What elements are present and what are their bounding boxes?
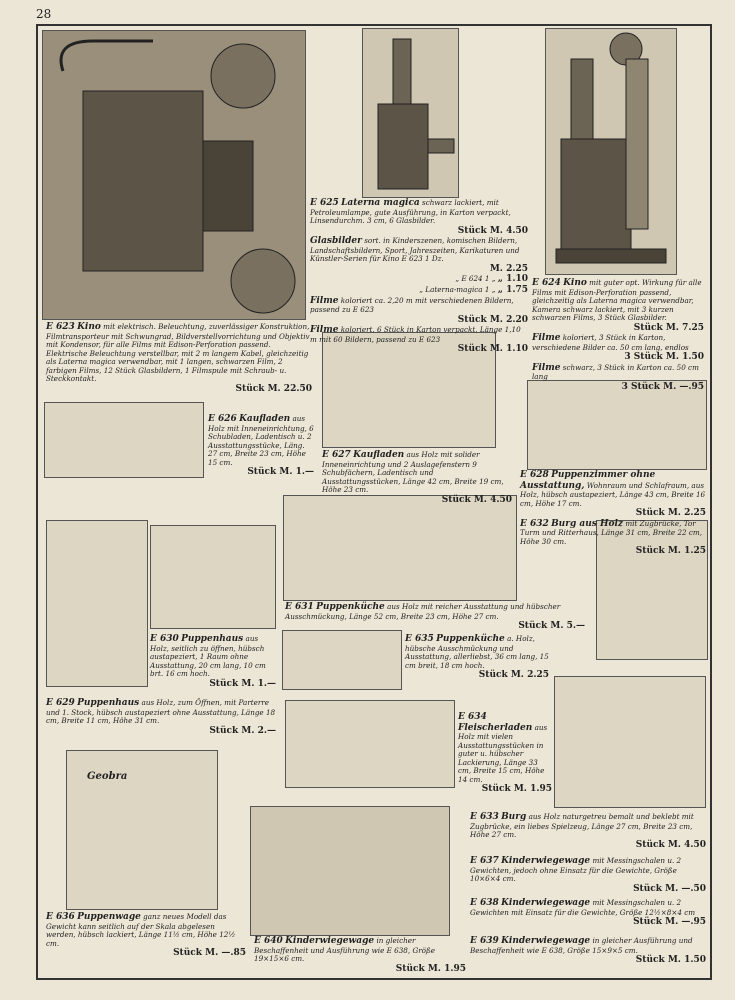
caption-e623: E 623 Kino mit elektrisch. Beleuchtung, zuverlässiger Konstruktion, Filmtransporteur mit Schwungrad, Bildverstellvorrichtung und Objektiv mit Kondensor, für alle Films mit Edison-Perforation passend. Elektrische Beleuchtung verstellbar, mit 2 m langem Kabel, gleichzeitig als Laterna magica verwendbar, mit 1 langen, schwarzen Film, 2 farbigen Films, 12 Stück Glasbildern, 1 Filmspule mit Schraub- u. Steckkontakt. Stück M. 22.50: [46, 322, 312, 394]
caption-e625: E 625 Laterna magica schwarz lackiert, mit Petroleumlampe, gute Ausführung, in Karton verpackt, Linsendurchm. 3 cm, 6 Glasbilder. Stück M. 4.50 Glasbilder sort. in Kinderszenen, komischen Bildern, Landschaftsbildern, Sport, Jahreszeiten, Karikaturen und Künstler-Serien für Kino E 623 1 Dz. M. 2.25 „ E 624 1 „ „ 1.10 „ Laterna-magica 1 „ „ 1.75 Filme koloriert ca. 2,20 m mit verschiedenen Bildern, passend zu E 623 Stück M. 2.20 Filme koloriert, 6 Stück in Karton verpackt, Länge 1,10 m mit 60 Bildern, passend zu E 623 Stück M. 1.10: [310, 198, 528, 355]
burg-e633-illustration: [554, 676, 706, 808]
kaufladen-e626-illustration: [44, 402, 204, 478]
caption-e630: E 630 Puppenhaus aus Holz, seitlich zu öffnen, hübsch austapeziert, 1 Raum ohne Ausstattung, 20 cm lang, 10 cm brt. 16 cm hoch. Stück M. 1.—: [150, 634, 276, 689]
fleischerladen-e634-illustration: [285, 700, 455, 788]
laterna-magica-illustration: [362, 28, 459, 198]
puppenzimmer-e628-illustration: [527, 380, 707, 470]
caption-e627: E 627 Kaufladen aus Holz mit solider Inneneinrichtung und 2 Auslagefenstern 9 Schubfächern, Ladentisch und Ausstattungsstücken, Länge 42 cm, Breite 19 cm, Höhe 23 cm. Stück M. 4.50: [322, 450, 512, 505]
caption-e640: E 640 Kinderwiegewage in gleicher Beschaffenheit und Ausführung wie E 638, Größe 19×15×6 cm. Stück M. 1.95: [254, 936, 466, 974]
caption-e631: E 631 Puppenküche aus Holz mit reicher Ausstattung und hübscher Ausschmückung, Länge 52 cm, Breite 23 cm, Höhe 27 cm. Stück M. 5.—: [285, 602, 585, 632]
caption-e633: E 633 Burg aus Holz naturgetreu bemalt und beklebt mit Zugbrücke, ein liebes Spielzeug, Länge 27 cm, Breite 23 cm, Höhe 27 cm. Stück M. 4.50: [470, 812, 706, 850]
caption-e638: E 638 Kinderwiegewage mit Messingschalen u. 2 Gewichten mit Einsatz für die Gewichte, Größe 12½×8×4 cm Stück M. —.95: [470, 898, 706, 928]
page-number: 28: [36, 7, 52, 21]
caption-e629: E 629 Puppenhaus aus Holz, zum Öffnen, mit Parterre und 1. Stock, hübsch austapeziert ohne Ausstattung, Länge 18 cm, Breite 11 cm, Höhe 31 cm. Stück M. 2.—: [46, 698, 276, 736]
caption-e635: E 635 Puppenküche a. Holz, hübsche Ausschmückung und Ausstattung, allerliebst, 36 cm lang, 15 cm breit, 18 cm hoch. Stück M. 2.25: [405, 634, 549, 681]
puppenwage-e636-illustration: [66, 750, 218, 910]
lantern-icon: [363, 29, 458, 197]
puppenhaus-e629-illustration: [46, 520, 148, 687]
caption-e637: E 637 Kinderwiegewage mit Messingschalen u. 2 Gewichten, jedoch ohne Einsatz für die Gewichte, Größe 10×6×4 cm. Stück M. —.50: [470, 856, 706, 894]
kino-e624-illustration: [545, 28, 677, 275]
kino-e623-illustration: [42, 30, 306, 320]
scale-brand-label: Geobra: [87, 771, 128, 782]
puppenkueche-e635-illustration: [282, 630, 402, 690]
caption-e636: E 636 Puppenwage ganz neues Modell das Gewicht kann seitlich auf der Skala abgelesen werden, hübsch lackiert, Länge 11½ cm, Höhe 12½ cm. Stück M. —.85: [46, 912, 246, 959]
puppenkueche-e631-illustration: [283, 495, 517, 601]
projector-small-icon: [546, 29, 676, 274]
caption-e626: E 626 Kaufladen aus Holz mit Inneneinrichtung, 6 Schubladen, Ladentisch u. 2 Ausstattungsstücke, Läng. 27 cm, Breite 23 cm, Höhe 15 cm. Stück M. 1.—: [208, 414, 314, 478]
kinderwiegewage-e640-illustration: [250, 806, 450, 936]
projector-icon: [43, 31, 305, 319]
caption-e628: E 628 Puppenzimmer ohne Ausstattung, Wohnraum und Schlafraum, aus Holz, hübsch austapeziert, Länge 43 cm, Breite 16 cm, Höhe 17 cm. Stück M. 2.25 E 632 Burg aus Holz mit Zugbrücke, Tor Turm und Ritterhaus, Länge 31 cm, Breite 22 cm, Höhe 30 cm. Stück M. 1.25: [520, 470, 706, 557]
caption-e634: E 634 Fleischerladen aus Holz mit vielen Ausstattungsstücken in guter u. hübscher Lackierung, Länge 33 cm, Breite 15 cm, Höhe 14 cm. Stück M. 1.95: [458, 712, 552, 795]
puppenhaus-e630-illustration: [150, 525, 276, 629]
caption-e639: E 639 Kinderwiegewage in gleicher Ausführung und Beschaffenheit wie E 638, Größe 15×9×5 cm. Stück M. 1.50: [470, 936, 706, 966]
caption-e624: E 624 Kino mit guter opt. Wirkung für alle Films mit Edison-Perforation passend, gleichzeitig als Laterna magica verwendbar, Kamera schwarz lackiert, mit 3 kurzen schwarzen Films, 3 Stück Glasbilder. Stück M. 7.25 Filme koloriert, 3 Stück in Karton, verschiedene Bilder ca. 50 cm lang, endlos 3 Stück M. 1.50 Filme schwarz, 3 Stück in Karton ca. 50 cm lang 3 Stück M. —.95: [532, 278, 704, 392]
